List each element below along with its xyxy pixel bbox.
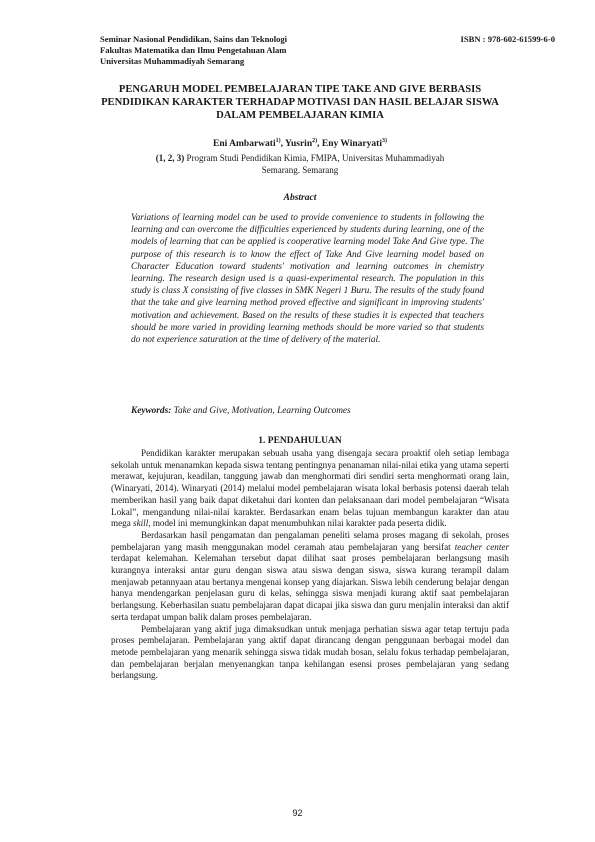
affiliation-numbers: (1, 2, 3) bbox=[155, 153, 185, 163]
author-name: Eny Winaryati bbox=[321, 139, 382, 150]
isbn: ISBN : 978-602-61599-6-0 bbox=[460, 34, 555, 44]
author-mark: 3) bbox=[381, 138, 387, 144]
abstract-text: Variations of learning model can be used to provide convenience to students in following the learning and can overcome the difficulties experienced by students during learning, one of the models of learning that can be applied is cooperative learning model Take And Give type. The purpose of this research is to know the effect of Take And Give learning model based on Character Education toward students' motivation and learning outcomes in chemistry learning. The research design used is a quasi-experimental research. The population in this study is class X consisting of five classes in SMK Negeri 1 Buru. The results of the study found that the take and give learning method proved effective and significant in improving students' motivation and achievement. Based on the results of these studies it is expected that teachers should be more varied in providing learning methods should be more varied so that students do not experience saturation at the time of delivery of the material. bbox=[131, 213, 484, 346]
affiliation-text: Program Studi Pendidikan Kimia, FMIPA, Universitas Muhammadiyah bbox=[186, 153, 445, 163]
paragraph: Pembelajaran yang aktif juga dimaksudkan untuk menjaga perhatian siswa agar tetap tertuju pada proses pembelajaran. Pembelajaran yang aktif dapat dirancang dengan penggunaan berbagai model dan metode pembelajaran yang menarik sehingga siswa tidak mudah bosan, selalu fokus terhadap pembelajaran, dan pembelajaran berjalan menyenangkan tanpa kehilangan esensi proses pembelajaran yang sedang berlangsung. bbox=[111, 623, 509, 681]
keywords-label: Keywords: bbox=[131, 406, 172, 416]
section-heading: 1. PENDAHULUAN bbox=[258, 436, 342, 446]
affiliation-city: Semarang. Semarang bbox=[261, 165, 339, 175]
conference-header bbox=[100, 34, 555, 67]
keywords bbox=[131, 406, 484, 416]
paragraph: Berdasarkan hasil pengamatan dan pengalaman peneliti selama proses magang di sekolah, proses pembelajaran yang masih menggunakan model ceramah atau pembelajaran yang bersifat teacher center terdapat kelemahan. Kelemahan tersebut dapat dilihat saat proses pembelajaran berlangsung masih kurangnya interaksi antar guru dengan siswa atau siswa dengan siswa, siswa kurang terampil dalam menjawab petannyaan atau bertanya mengenai konsep yang diajarkan. Siswa lebih cenderung belajar dengan hanya mendengarkan penjelasan guru di kelas, sehingga siswa menjadi kurang aktif saat pembelajaran berlangsung. Keberhasilan suatu pembelajaran dapat dicapai jika siswa dan guru menjalin interaksi dan aktif serta terdapat umpan balik dalam proses pembelajaran. bbox=[111, 529, 510, 622]
abstract-heading: Abstract bbox=[283, 193, 317, 203]
keywords-text: Take and Give, Motivation, Learning Outcomes bbox=[173, 406, 351, 416]
affiliation bbox=[100, 152, 500, 176]
author-mark: 2) bbox=[312, 138, 318, 144]
paper-title: PENGARUH MODEL PEMBELAJARAN TIPE TAKE AND GIVE BERBASIS PENDIDIKAN KARAKTER TERHADAP MOTIVASI DAN HASIL BELAJAR SISWA DALAM PEMBELAJARAN KIMIA bbox=[101, 84, 499, 122]
author-name: Eni Ambarwati bbox=[213, 139, 276, 150]
section-body bbox=[111, 448, 509, 682]
header-line-3: Universitas Muhammadiyah Semarang bbox=[100, 56, 245, 66]
page-number: 92 bbox=[292, 808, 303, 818]
header-line-2: Fakultas Matematika dan Ilmu Pengetahuan Alam bbox=[100, 45, 287, 55]
author-list: Eni Ambarwati$^{1)}$, Yusrin$^{2)}$, Eny Winaryati$^{3)}$ bbox=[213, 138, 387, 150]
author-mark: 1) bbox=[275, 138, 281, 144]
author-name: Yusrin bbox=[285, 139, 313, 150]
header-line-1: Seminar Nasional Pendidikan, Sains dan Teknologi bbox=[100, 34, 288, 44]
paragraph: Pendidikan karakter merupakan sebuah usaha yang disengaja secara proaktif oleh setiap lembaga sekolah untuk menanamkan kepada siswa tentang pentingnya penanaman nilai-nilai etika yang utama seperti merawat, kejujuran, keadilan, tanggung jawab dan menghormati diri sendiri serta menghormati orang lain, (Winaryati, 2014). Winaryati (2014) melalui model pembelajaran wisata lokal berbasis potensi daerah telah memberikan hasil yang baik dapat diketahui dari konten dan pelaksanaan dari model pembelajaran “Wisata Lokal”, mengandung nilai-nilai karakter. Berdasarkan enam belas tujuan membangun karakter dan atau mega skill, model ini memungkinkan dapat menumbuhkan nilai karakter pada peserta didik. bbox=[111, 448, 509, 529]
